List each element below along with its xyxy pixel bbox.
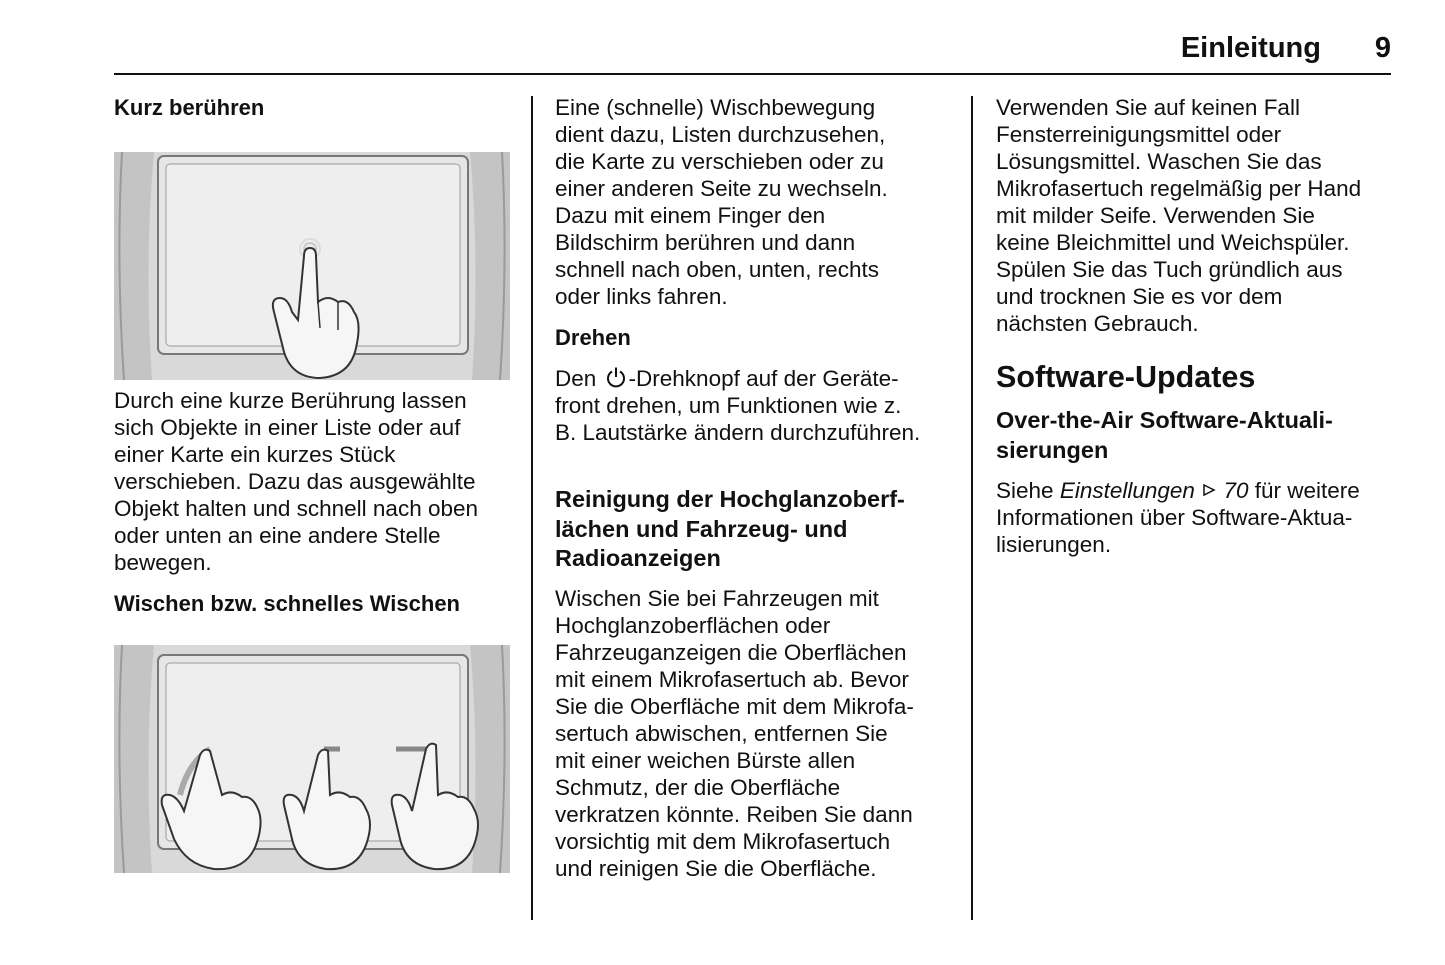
clean-cont-line-3: Lösungsmittel. Waschen Sie das	[996, 149, 1322, 174]
touchscreen-tap-illustration	[114, 152, 510, 380]
clean-line-4: mit einem Mikrofasertuch ab. Bevor	[555, 666, 909, 692]
tap-text-block	[114, 387, 524, 617]
header-rule	[114, 73, 1391, 75]
heading-clean-line-3: Radioanzeigen	[555, 545, 721, 571]
ota-before: Siehe	[996, 478, 1054, 503]
swipe-line-5: Dazu mit einem Finger den	[555, 203, 826, 228]
column-3	[996, 94, 1396, 558]
swipe-line-8: oder links fahren.	[555, 284, 728, 309]
tap-line-1: Durch eine kurze Berührung lassen	[114, 388, 467, 413]
chapter-title: Einleitung	[1180, 32, 1321, 64]
column-2	[555, 94, 960, 882]
page-number: 9	[1374, 32, 1391, 64]
tap-line-7: bewegen.	[114, 550, 212, 575]
heading-ota-line-2: sierungen	[996, 436, 1109, 463]
page-reference-arrow-icon	[1201, 482, 1217, 498]
clean-line-3: Fahrzeuganzeigen die Oberflächen	[555, 639, 907, 665]
heading-swipe: Wischen bzw. schnelles Wischen	[114, 591, 460, 616]
settings-reference-link[interactable]: Einstellungen	[1059, 478, 1195, 503]
clean-cont-line-5: mit milder Seife. Verwenden Sie	[996, 203, 1315, 228]
turn-line-3: B. Lautstärke ändern durchzuführen.	[555, 420, 921, 445]
tap-line-2: sich Objekte in einer Liste oder auf	[114, 415, 461, 440]
column-divider-2	[971, 96, 973, 920]
ota-after: für weitere	[1254, 478, 1360, 503]
heading-ota	[996, 406, 1396, 465]
heading-clean	[555, 485, 960, 574]
clean-line-8: Schmutz, der die Oberfläche	[555, 774, 841, 800]
tap-line-3: einer Karte ein kurzes Stück	[114, 442, 396, 467]
turn-line-1	[555, 365, 960, 392]
clean-line-6: sertuch abwischen, entfernen Sie	[555, 720, 888, 746]
turn-line-2: front drehen, um Funktionen wie z.	[555, 393, 902, 418]
clean-line-9: verkratzen könnte. Reiben Sie dann	[555, 801, 913, 827]
clean-cont-line-4: Mikrofasertuch regelmäßig per Hand	[996, 176, 1362, 201]
column-divider-1	[531, 96, 533, 920]
clean-cont-line-8: und trocknen Sie es vor dem	[996, 284, 1283, 309]
swipe-line-3: die Karte zu verschieben oder zu	[555, 149, 884, 174]
reference-page-number[interactable]: 70	[1223, 478, 1249, 503]
heading-clean-line-1: Reinigung der Hochglanzoberf-	[555, 486, 905, 512]
tap-line-5: Objekt halten und schnell nach oben	[114, 496, 479, 521]
ota-line-3: lisierungen.	[996, 532, 1112, 557]
ota-text-block	[996, 477, 1396, 558]
heading-turn: Drehen	[555, 325, 631, 350]
clean-cont-line-7: Spülen Sie das Tuch gründlich aus	[996, 257, 1343, 282]
touchscreen-swipe-illustration	[114, 645, 510, 873]
clean-cont-line-6: keine Bleichmittel und Weichspüler.	[996, 230, 1350, 255]
swipe-line-4: einer anderen Seite zu wechseln.	[555, 176, 888, 201]
clean-cont-line-9: nächsten Gebrauch.	[996, 311, 1199, 336]
heading-tap: Kurz berühren	[114, 95, 265, 120]
clean-line-11: und reinigen Sie die Oberfläche.	[555, 855, 877, 881]
turn-line-1-after: -Drehknopf auf der Geräte-	[628, 366, 899, 391]
swipe-figure	[114, 645, 510, 873]
swipe-line-6: Bildschirm berühren und dann	[555, 230, 856, 255]
clean-cont-line-2: Fensterreinigungsmittel oder	[996, 122, 1282, 147]
tap-figure	[114, 152, 510, 380]
column-1	[114, 94, 514, 121]
heading-ota-line-1: Over-the-Air Software-Aktuali-	[996, 407, 1333, 433]
swipe-line-7: schnell nach oben, unten, rechts	[555, 257, 879, 282]
clean-line-10: vorsichtig mit dem Mikrofasertuch	[555, 828, 891, 854]
turn-line-1-before: Den	[555, 366, 597, 391]
heading-software-updates: Software-Updates	[996, 360, 1256, 394]
ota-line-2: Informationen über Software-Aktua-	[996, 505, 1353, 530]
clean-line-7: mit einer weichen Bürste allen	[555, 747, 856, 773]
tap-line-6: oder unten an eine andere Stelle	[114, 523, 441, 548]
tap-line-4: verschieben. Dazu das ausgewählte	[114, 469, 476, 494]
clean-line-5: Sie die Oberfläche mit dem Mikrofa-	[555, 693, 914, 719]
heading-clean-line-2: lächen und Fahrzeug- und	[555, 515, 848, 542]
clean-line-1: Wischen Sie bei Fahrzeugen mit	[555, 585, 879, 611]
swipe-line-1: Eine (schnelle) Wischbewegung	[555, 95, 876, 120]
power-knob-icon	[605, 366, 627, 388]
clean-text-block	[555, 585, 960, 882]
clean-line-2: Hochglanzoberflächen oder	[555, 612, 831, 638]
page-header	[114, 28, 1391, 74]
swipe-line-2: dient dazu, Listen durchzusehen,	[555, 122, 886, 147]
ota-line-1	[996, 477, 1396, 504]
clean-cont-line-1: Verwenden Sie auf keinen Fall	[996, 95, 1300, 120]
